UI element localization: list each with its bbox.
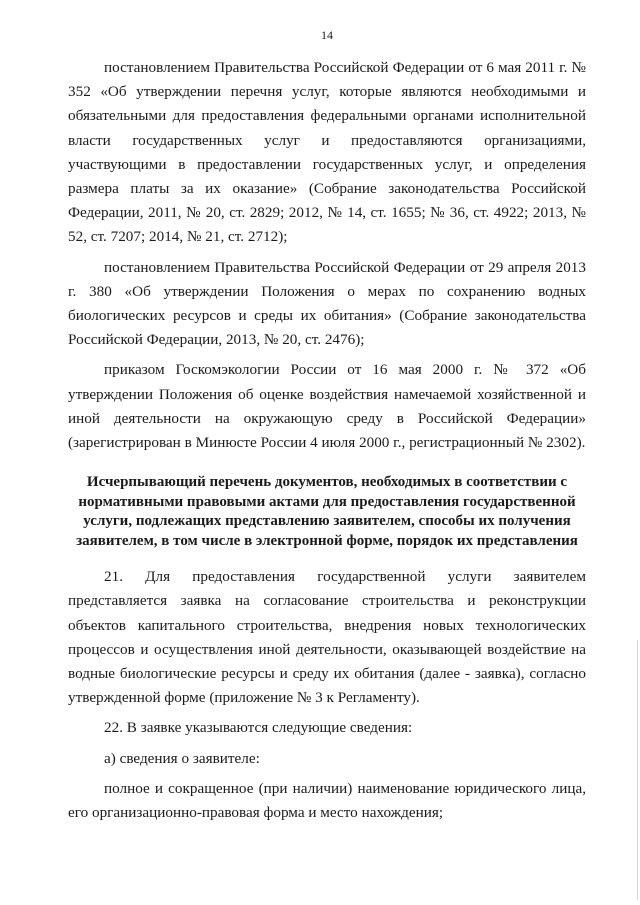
paragraph-item-21: 21. Для предоставления государственной услуги заявителем представляется заявка на согласование строительства и реконструкции объектов капитального строительства, внедрения новых технологических процессов и осуществления иной деятельности, оказывающей воздействие на водные биологические ресурсы и среду их обитания (далее - заявка), согласно утвержденной форме (приложение № 3 к Регламенту). <box>68 568 586 707</box>
paragraph-resolution-380: постановлением Правительства Российской Федерации от 29 апреля 2013 г. 380 «Об утверждении Положения о мерах по сохранению водных биологических ресурсов и среды их обитания» (Собрание законодательства Российской Федерации, 2013, № 20, ст. 2476); <box>68 258 586 349</box>
paragraph-subitem-a: а) сведения о заявителе: <box>104 749 260 767</box>
paragraph-item-22: 22. В заявке указываются следующие сведения: <box>104 719 413 737</box>
section-heading: Исчерпывающий перечень документов, необходимых в соответствии с нормативными правовыми актами для предоставления государственной услуги, подлежащих представлению заявителем, способы их получения заявителем, в том числе в электронной форме, порядок их представления <box>76 474 578 549</box>
paragraph-applicant-name: полное и сокращенное (при наличии) наименование юридического лица, его организационно-правовая форма и место нахождения; <box>68 779 586 822</box>
page-number: 14 <box>321 28 333 42</box>
paragraph-resolution-352: постановлением Правительства Российской Федерации от 6 мая 2011 г. № 352 «Об утверждении перечня услуг, которые являются необходимыми и обязательными для предоставления федеральными органами исполнительной власти государственных услуг и предоставляются организациями, участвующими в предоставлении государственных услуг, и определения размера платы за их оказание» (Собрание законодательства Российской Федерации, 2011, № 20, ст. 2829; 2012, № 14, ст. 1655; № 36, ст. 4922; 2013, № 52, ст. 7207; 2014, № 21, ст. 2712); <box>68 59 586 246</box>
paragraph-order-372: приказом Госкомэкологии России от 16 мая 2000 г. № 372 «Об утверждении Положения об оценке воздействия намечаемой хозяйственной и иной деятельности на окружающую среду в Российской Федерации» (зарегистрирован в Минюсте России 4 июля 2000 г., регистрационный № 2302). <box>68 361 586 452</box>
scan-edge-mark <box>637 640 638 900</box>
